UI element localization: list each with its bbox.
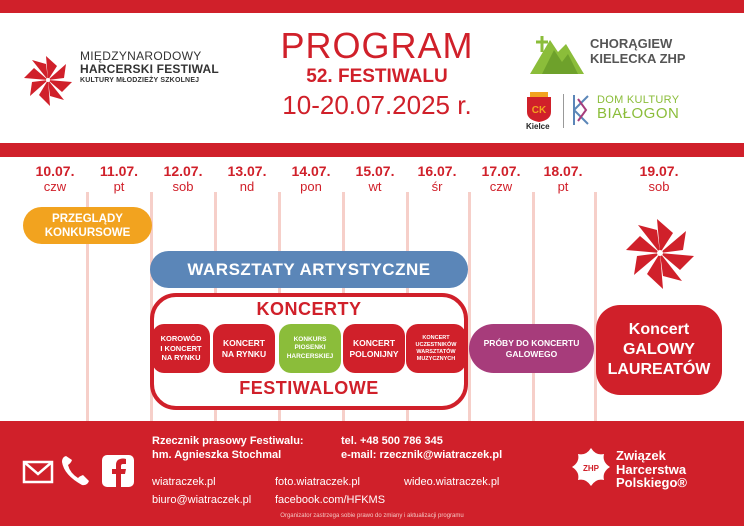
concert-line: I KONCERT bbox=[160, 343, 202, 353]
day-weekday: sob bbox=[172, 179, 194, 194]
disclaimer: Organizator zastrzega sobie prawo do zmiany i aktualizacji programu bbox=[280, 513, 464, 519]
day-weekday: pt bbox=[557, 179, 569, 194]
svg-text:ZHP: ZHP bbox=[583, 464, 599, 473]
day-date: 19.07. bbox=[639, 163, 679, 179]
przeglady-line1: PRZEGLĄDY bbox=[52, 212, 123, 225]
day-header bbox=[23, 163, 87, 194]
title-program: PROGRAM bbox=[280, 25, 474, 66]
day-date: 14.07. bbox=[291, 163, 331, 179]
day-weekday: czw bbox=[489, 179, 513, 194]
day-date: 11.07. bbox=[99, 163, 139, 179]
day-header bbox=[87, 163, 151, 194]
kielce-label: Kielce bbox=[526, 122, 550, 131]
concert-warsztatow-muzycznych bbox=[406, 324, 466, 373]
event-proby bbox=[469, 324, 594, 373]
link-foto[interactable]: foto.wiatraczek.pl bbox=[275, 476, 360, 488]
proby-line1: PRÓBY DO KONCERTU bbox=[483, 337, 580, 348]
phone-icon bbox=[58, 453, 92, 489]
day-header bbox=[405, 163, 469, 194]
concert-konkurs-piosenki bbox=[279, 324, 341, 373]
day-weekday: wt bbox=[368, 179, 382, 194]
pinwheel-logo bbox=[22, 42, 74, 118]
concert-line: KOROWÓD bbox=[160, 334, 202, 344]
day-weekday: nd bbox=[239, 179, 255, 194]
dom-kultury-logo bbox=[570, 93, 592, 127]
kielce-crest-text: CK bbox=[531, 105, 547, 116]
day-date: 15.07. bbox=[355, 163, 395, 179]
day-weekday: śr bbox=[431, 179, 443, 194]
festiwalowe-title: FESTIWALOWE bbox=[239, 378, 379, 398]
concert-line: POLONIJNY bbox=[349, 348, 399, 359]
day-divider bbox=[532, 192, 535, 421]
day-date: 18.07. bbox=[543, 163, 583, 179]
zhp-line2: Harcerstwa bbox=[616, 461, 687, 477]
concert-line: KONCERT bbox=[422, 334, 450, 341]
pinwheel-logo bbox=[622, 213, 698, 293]
choragiew-name bbox=[590, 36, 686, 66]
festival-name-line1: MIĘDZYNARODOWY bbox=[80, 49, 202, 63]
day-divider bbox=[594, 192, 597, 421]
day-header bbox=[215, 163, 279, 194]
day-weekday: pt bbox=[113, 179, 125, 194]
event-przeglady-konkursowe bbox=[23, 207, 152, 244]
top-stripe bbox=[0, 0, 744, 13]
koncerty-title: KONCERTY bbox=[256, 299, 362, 319]
press-name: hm. Agnieszka Stochmal bbox=[152, 449, 282, 461]
day-header bbox=[469, 163, 533, 194]
title-dates: 10-20.07.2025 r. bbox=[282, 90, 472, 120]
day-divider bbox=[468, 192, 471, 421]
zhp-line3: Polskiego® bbox=[616, 475, 687, 490]
zhp-line1: Związek bbox=[616, 448, 666, 463]
contact-info bbox=[341, 434, 502, 462]
concert-line: NA RYNKU bbox=[161, 353, 201, 363]
email-address: e-mail: rzecznik@wiatraczek.pl bbox=[341, 449, 503, 461]
day-header bbox=[151, 163, 215, 194]
concert-line: MUZYCZNYCH bbox=[416, 355, 456, 362]
concert-line: UCZESTNIKÓW bbox=[415, 341, 457, 348]
title-festival-number: 52. FESTIWALU bbox=[306, 66, 448, 87]
event-koncert-galowy bbox=[596, 305, 722, 395]
link-facebook[interactable]: facebook.com/HFKMS bbox=[275, 494, 386, 506]
program-title bbox=[262, 25, 492, 120]
concert-line: KONCERT bbox=[352, 338, 396, 348]
link-site[interactable]: wiatraczek.pl bbox=[152, 476, 216, 488]
day-date: 16.07. bbox=[417, 163, 457, 179]
choragiew-line1: CHORĄGIEW bbox=[590, 36, 673, 51]
press-label: Rzecznik prasowy Festiwalu: bbox=[152, 435, 304, 447]
festival-name-line2: HARCERSKI FESTIWAL bbox=[80, 61, 219, 76]
day-header bbox=[531, 163, 595, 194]
concert-na-rynku bbox=[213, 324, 275, 373]
concert-line: WARSZTATÓW bbox=[416, 348, 456, 355]
mid-stripe bbox=[0, 143, 744, 157]
concert-line: KONKURS bbox=[293, 335, 327, 343]
przeglady-line2: KONKURSOWE bbox=[44, 226, 131, 239]
facebook-icon[interactable] bbox=[101, 454, 135, 488]
day-date: 12.07. bbox=[163, 163, 203, 179]
zhp-name bbox=[616, 449, 687, 490]
day-header bbox=[627, 163, 691, 194]
day-weekday: pon bbox=[300, 179, 322, 194]
logo-separator bbox=[563, 94, 564, 128]
festival-name bbox=[80, 50, 219, 85]
day-weekday: czw bbox=[43, 179, 67, 194]
galowy-line1: Koncert bbox=[628, 321, 690, 338]
envelope-icon bbox=[22, 455, 54, 487]
concert-polonijny bbox=[343, 324, 405, 373]
concert-korowod bbox=[152, 324, 210, 373]
festival-name-line3: KULTURY MŁODZIEŻY SZKOLNEJ bbox=[80, 77, 200, 85]
day-date: 17.07. bbox=[481, 163, 521, 179]
concert-line: NA RYNKU bbox=[221, 348, 267, 359]
link-wideo[interactable]: wideo.wiatraczek.pl bbox=[404, 476, 500, 488]
day-header bbox=[343, 163, 407, 194]
phone-number: tel. +48 500 786 345 bbox=[341, 435, 443, 447]
press-contact bbox=[152, 434, 304, 462]
zhp-lily-logo bbox=[528, 32, 586, 76]
dom-kultury-line1: DOM KULTURY bbox=[597, 94, 680, 106]
concert-line: KONCERT bbox=[222, 338, 265, 348]
day-date: 13.07. bbox=[227, 163, 267, 179]
dom-kultury-name bbox=[597, 95, 679, 121]
day-date: 10.07. bbox=[35, 163, 75, 179]
choragiew-line2: KIELECKA ZHP bbox=[590, 51, 686, 66]
dom-kultury-line2: BIAŁOGON bbox=[597, 105, 680, 122]
galowy-line2: GALOWY bbox=[622, 341, 695, 358]
event-warsztaty: WARSZTATY ARTYSTYCZNE bbox=[150, 251, 468, 288]
concert-line: PIOSENKI bbox=[294, 344, 326, 352]
proby-line2: GALOWEGO bbox=[505, 348, 558, 359]
link-biuro[interactable]: biuro@wiatraczek.pl bbox=[152, 494, 252, 506]
day-header bbox=[279, 163, 343, 194]
zhp-cross-logo bbox=[570, 446, 612, 496]
day-weekday: sob bbox=[648, 179, 670, 194]
concert-line: HARCERSKIEJ bbox=[286, 352, 334, 360]
galowy-line3: LAUREATÓW bbox=[607, 361, 711, 378]
